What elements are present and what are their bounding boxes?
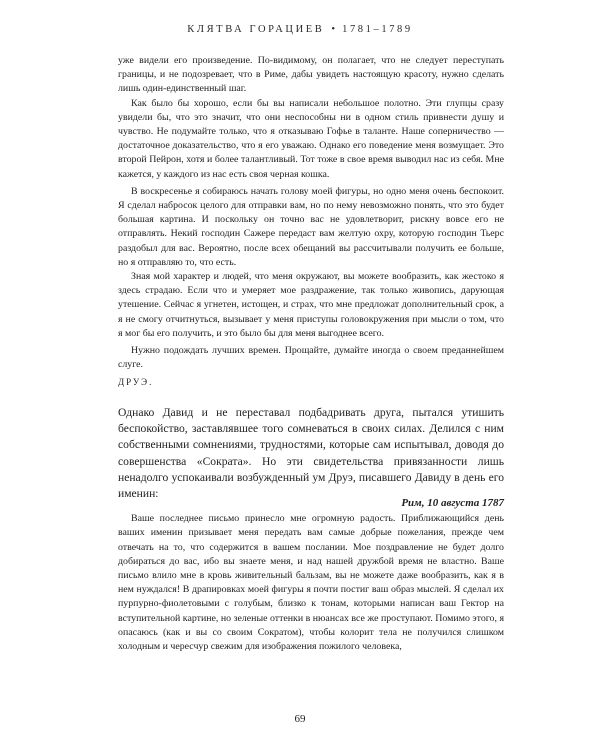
letter-paragraph: Как было бы хорошо, если бы вы написали небольшое полотно. Эти глупцы сразу увидели бы, что это значит, что они неспособны ни в одном стиль привнести душу и чувство. Не подумайте только, что я отказываю Гофье в таланте. Наше соперничество — достаточное доказательство, что я его уважаю. Однако его поведение меня возмущает. Это второй Пейрон, хотя и более талантливый. Тот тоже в свое время выводил нас из себя. Мне кажется, у каждого из нас есть своя черная кошка. bbox=[118, 97, 504, 180]
header-years: 1781–1789 bbox=[342, 24, 413, 35]
letter-paragraph: В воскресенье я собираюсь начать голову моей фигуры, но одно меня очень беспокоит. Я сделал набросок целого для отправки вам, но по нему невозможно понять, что это будет большая картина. И поскольку он точно вас не удовлетворит, рискну вовсе его не отправлять. Некий господин Сажере передаст вам желтую охру, которую господин Тьерс раздобыл для вас. Вероятно, после всех обещаний вы рассчитывали получить ее больше, но я отправляю то, что есть. bbox=[118, 185, 504, 268]
header-separator: • bbox=[331, 24, 336, 35]
letter-dateline: Рим, 10 августа 1787 bbox=[401, 497, 504, 509]
letter-paragraph: Зная мой характер и людей, что меня окружают, вы можете вообразить, как жестоко я здесь страдаю. Если что и умеряет мое раздражение, так только живопись, дарующая утешение. Сейчас я угнетен, истощен, и страх, что мне предложат дополнительный срок, а я не смогу отчитнуться, вызывает у меня приступы головокружения при мысли о том, что я мог бы его получить, и это было бы для меня выгоднее всего. bbox=[118, 271, 504, 339]
second-letter bbox=[118, 496, 504, 654]
header-title: КЛЯТВА ГОРАЦИЕВ bbox=[187, 24, 325, 35]
letter-paragraph: Нужно подождать лучших времен. Прощайте, думайте иногда о своем преданнейшем слуге. bbox=[118, 345, 504, 371]
quoted-letter bbox=[118, 54, 504, 390]
running-header bbox=[0, 24, 600, 35]
letter-signature: ДРУЭ. bbox=[118, 377, 154, 388]
narrative-text bbox=[118, 405, 504, 502]
page-number: 69 bbox=[294, 713, 306, 725]
letter-paragraph: Ваше последнее письмо принесло мне огромную радость. Приближающийся день ваших именин призывает меня передать вам самые добрые пожелания, прежде чем отвечать на то, что содержится в вашем послании. Мое поздравление не будет долго добираться до вас, ибо вы знаете меня, и над нашей дружбой время не властно. Ваше письмо влило мне в кровь живительный бальзам, вы не можете даже вообразить, как я в нем нуждался! В драпировках моей фигуры я почти постиг ваш образ мыслей. Я сделал их пурпурно-фиолетовыми с голубым, близко к тонам, которыми написан ваш Гектор на вступительной картине, но зеленые оттенки в нюансах все же проступают. Помимо этого, я опасаюсь (как и вы со своим Сократом), чтобы колорит тела не получился слишком холодным и чересчур свежим для изображения пожилого человека, bbox=[118, 513, 504, 653]
letter-paragraph: уже видели его произведение. По-видимому, он полагает, что не следует переступать границы, и не подозревает, что в Риме, дабы увидеть настоящую красоту, нужно сделать лишь один-единственный шаг. bbox=[118, 55, 504, 95]
narrative-paragraph: Однако Давид и не переставал подбадривать друга, пытался утишить беспокойство, заставлявшее того сомневаться в своих силах. Делился с ним собственными сомнениями, трудностями, которые сам испытывал, доводя до совершенства «Сократа». Но эти свидетельства привязанности лишь ненадолго успокаивали возбужденный ум Друэ, писавшего Давиду в день его именин: bbox=[118, 406, 504, 501]
